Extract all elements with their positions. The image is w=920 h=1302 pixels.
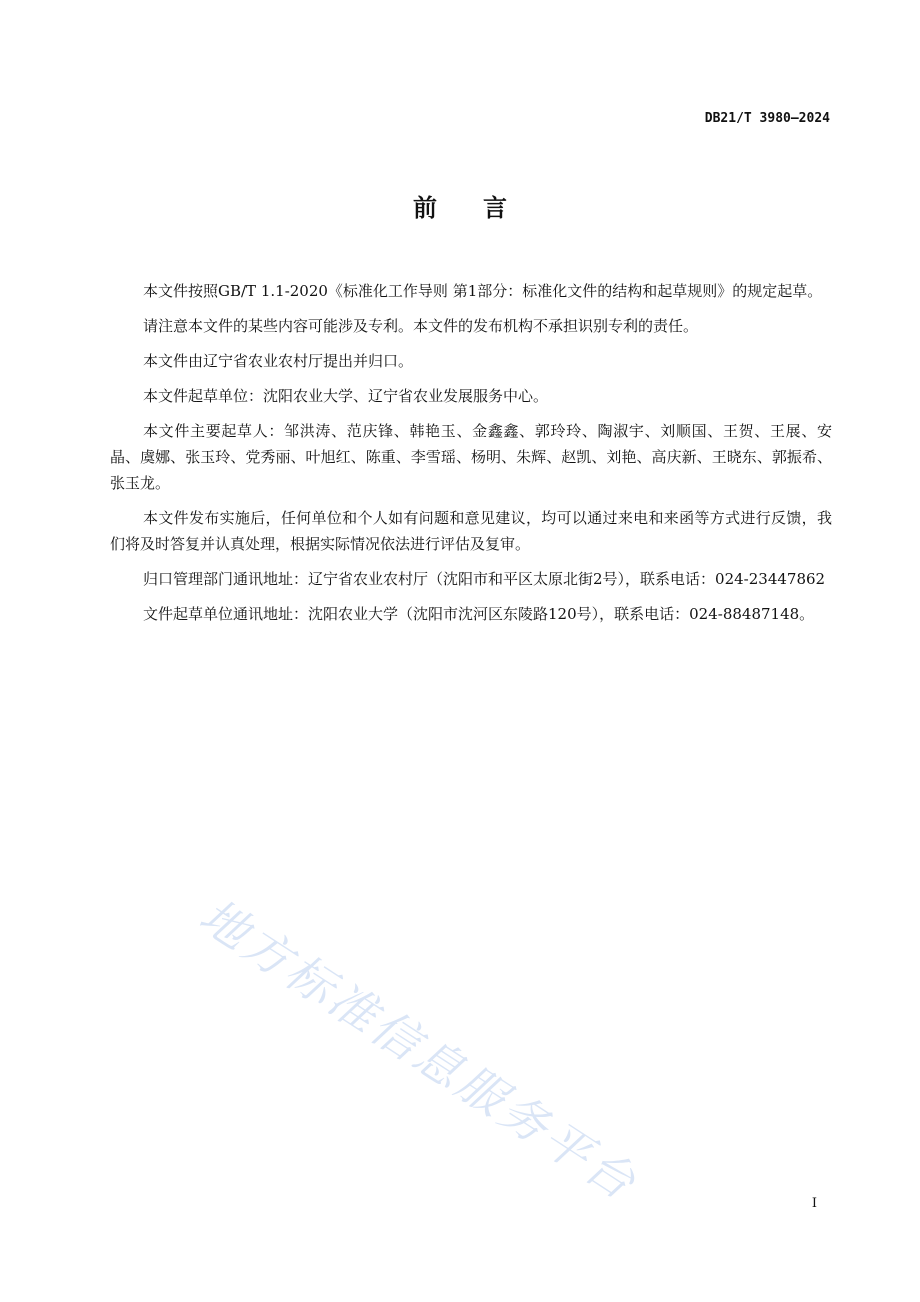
document-code: DB21/T 3980—2024	[704, 111, 830, 126]
watermark-text: 地方标准信息服务平台	[189, 888, 648, 1213]
paragraph-proposer: 本文件由辽宁省农业农村厅提出并归口。	[143, 352, 414, 370]
paragraph-standard-basis: 本文件按照GB/T 1.1-2020《标准化工作导则 第1部分：标准化文件的结构和起草规则》的规定起草。	[143, 282, 823, 300]
paragraph-admin-address: 归口管理部门通讯地址：辽宁省农业农村厅（沈阳市和平区太原北街2号），联系电话：024-23447862	[143, 570, 826, 588]
paragraph-drafter-address: 文件起草单位通讯地址：沈阳农业大学（沈阳市沈河区东陵路120号），联系电话：024-88487148。	[143, 605, 815, 623]
page-number: I	[811, 1196, 817, 1211]
paragraph-feedback: 本文件发布实施后，任何单位和个人如有问题和意见建议，均可以通过来电和来函等方式进行反馈，我们将及时答复并认真处理，根据实际情况依法进行评估及复审。	[110, 509, 832, 553]
paragraph-patent-notice: 请注意本文件的某些内容可能涉及专利。本文件的发布机构不承担识别专利的责任。	[143, 317, 699, 335]
paragraph-drafting-units: 本文件起草单位：沈阳农业大学、辽宁省农业发展服务中心。	[143, 387, 549, 405]
paragraph-drafters: 本文件主要起草人：邹洪涛、范庆锋、韩艳玉、金鑫鑫、郭玲玲、陶淑宇、刘顺国、王贺、王展、安晶、虞娜、张玉玲、党秀丽、叶旭红、陈重、李雪瑶、杨明、朱辉、赵凯、刘艳、高庆新、王晓东、郭振希、张玉龙。	[110, 422, 832, 492]
page-title: 前言	[413, 194, 553, 222]
foreword-body	[110, 278, 832, 636]
